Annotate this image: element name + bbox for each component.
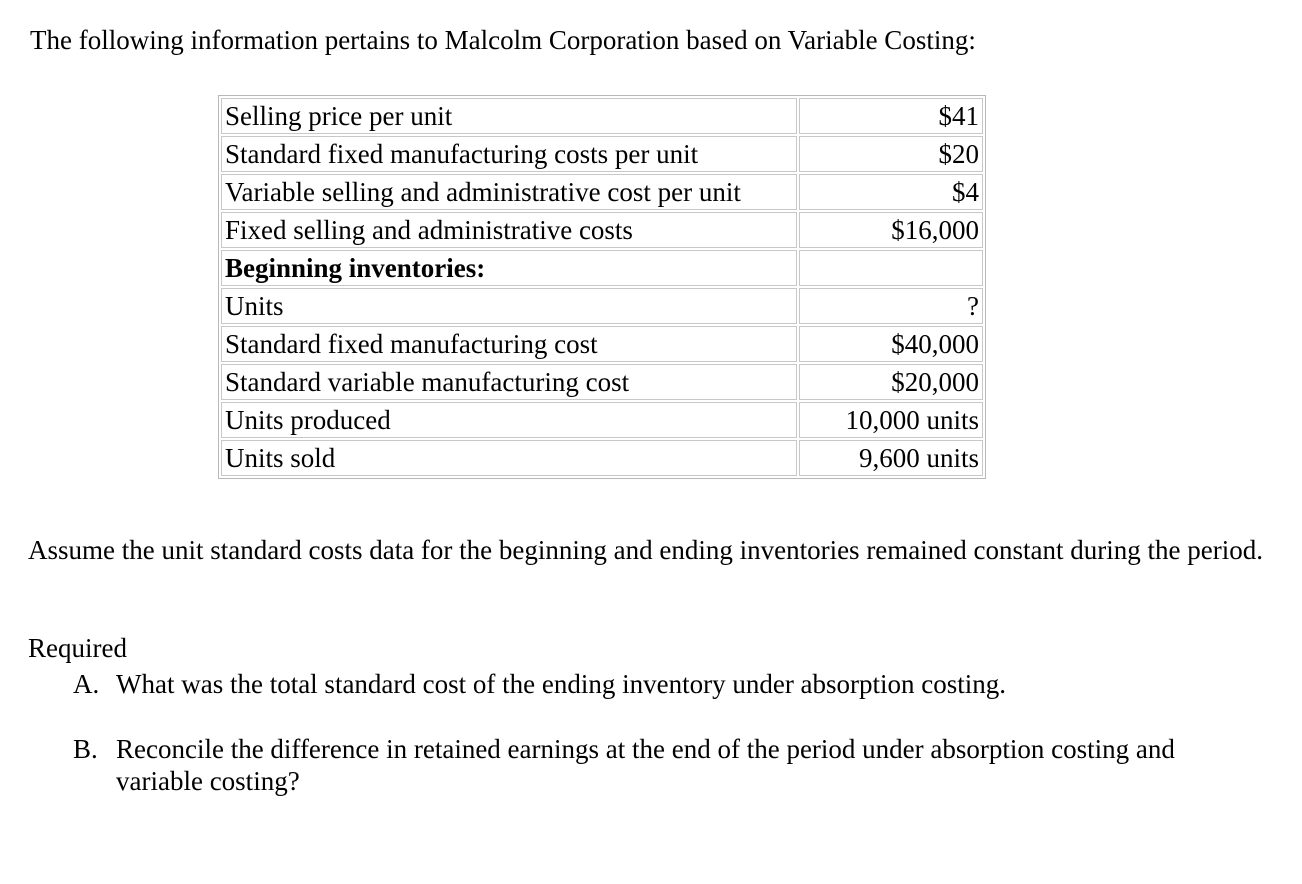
table-row	[221, 326, 983, 362]
table-row	[221, 212, 983, 248]
row-value: $16,000	[799, 212, 983, 248]
table-row	[221, 98, 983, 134]
row-label: Fixed selling and administrative costs	[221, 212, 797, 248]
row-label: Standard fixed manufacturing cost	[221, 326, 797, 362]
row-value	[799, 250, 983, 286]
row-value: 9,600 units	[799, 440, 983, 476]
question-letter: B.	[73, 734, 98, 764]
table-row	[221, 402, 983, 438]
question-b	[73, 733, 1273, 803]
row-label: Units sold	[221, 440, 797, 476]
question-a	[73, 668, 1273, 702]
table-row	[221, 364, 983, 400]
section-heading-beginning-inventories: Beginning inventories:	[221, 250, 797, 286]
question-text: Reconcile the difference in retained earnings at the end of the period under absorption costing and variable costing?	[116, 734, 1175, 796]
assumption-text: Assume the unit standard costs data for the beginning and ending inventories remained constant during the period.	[28, 535, 1263, 565]
row-value: 10,000 units	[799, 402, 983, 438]
table-row	[221, 440, 983, 476]
cost-data-table	[218, 95, 986, 479]
table-row	[221, 174, 983, 210]
row-label: Standard fixed manufacturing costs per unit	[221, 136, 797, 172]
table-row	[221, 288, 983, 324]
row-label: Standard variable manufacturing cost	[221, 364, 797, 400]
required-heading: Required	[28, 633, 127, 663]
row-label: Units produced	[221, 402, 797, 438]
table-row	[221, 250, 983, 286]
row-value: $40,000	[799, 326, 983, 362]
row-label: Variable selling and administrative cost per unit	[221, 174, 797, 210]
row-value: ?	[799, 288, 983, 324]
row-label: Selling price per unit	[221, 98, 797, 134]
row-value: $20	[799, 136, 983, 172]
intro-text: The following information pertains to Malcolm Corporation based on Variable Costing:	[30, 25, 976, 55]
row-label: Units	[221, 288, 797, 324]
row-value: $20,000	[799, 364, 983, 400]
question-letter: A.	[73, 669, 100, 699]
row-value: $41	[799, 98, 983, 134]
table-row	[221, 136, 983, 172]
row-value: $4	[799, 174, 983, 210]
question-text: What was the total standard cost of the ending inventory under absorption costing.	[116, 669, 1007, 699]
